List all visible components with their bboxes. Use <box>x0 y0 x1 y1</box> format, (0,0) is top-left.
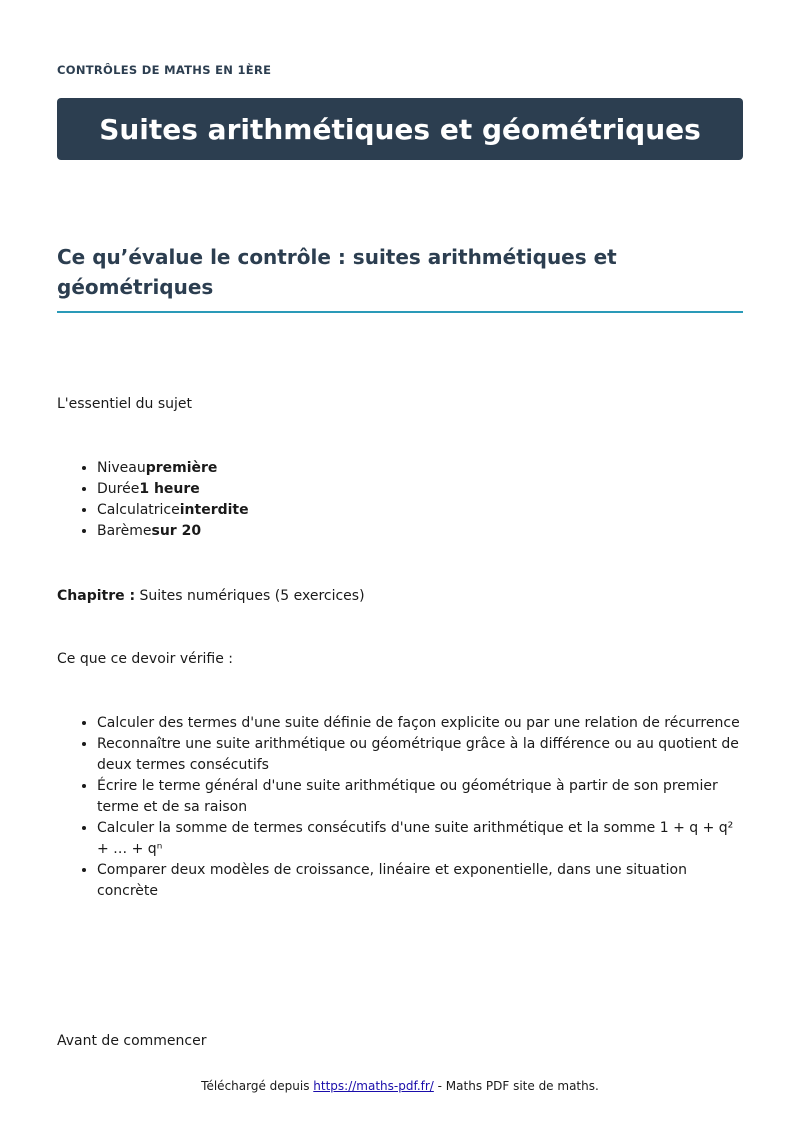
list-item <box>97 458 743 479</box>
verifie-list <box>57 713 743 902</box>
verifie-intro: Ce que ce devoir vérifie : <box>57 651 234 667</box>
series-label: CONTRÔLES DE MATHS EN 1ÈRE <box>57 63 272 77</box>
footer-prefix: Téléchargé depuis <box>201 1079 314 1093</box>
list-item <box>97 521 743 542</box>
footer <box>0 1079 800 1093</box>
essentiel-intro: L'essentiel du sujet <box>57 396 193 412</box>
title-banner <box>57 98 743 160</box>
footer-suffix: - Maths PDF site de maths. <box>433 1079 599 1093</box>
item-value: première <box>145 460 218 476</box>
item-value: sur 20 <box>151 523 202 539</box>
item-value: 1 heure <box>139 481 200 497</box>
chapitre-label: Chapitre : <box>57 588 136 604</box>
section-heading: Ce qu’évalue le contrôle : suites arithmétiques et géométriques <box>57 242 743 313</box>
item-label: Durée <box>97 481 140 497</box>
essentiel-list <box>57 458 743 542</box>
chapitre-value: Suites numériques (5 exercices) <box>135 588 365 604</box>
item-value: interdite <box>179 502 249 518</box>
list-item <box>97 500 743 521</box>
list-item: • Comparer deux modèles de croissance, linéaire et exponentielle, dans une situation concrète <box>97 860 743 902</box>
item-label: Calculatrice <box>97 502 180 518</box>
list-item: • Calculer des termes d'une suite définie de façon explicite ou par une relation de récurrence <box>97 713 743 734</box>
item-label: Barème <box>97 523 152 539</box>
page-title: Suites arithmétiques et géométriques <box>99 112 701 146</box>
avant-text: Avant de commencer <box>57 1033 207 1049</box>
chapitre-line <box>57 586 365 607</box>
list-item: • Écrire le terme général d'une suite arithmétique ou géométrique à partir de son premier terme et de sa raison <box>97 776 743 818</box>
list-item: • Reconnaître une suite arithmétique ou géométrique grâce à la différence ou au quotient de deux termes consécutifs <box>97 734 743 776</box>
item-label: Niveau <box>97 460 146 476</box>
list-item <box>97 479 743 500</box>
list-item: • Calculer la somme de termes consécutifs d'une suite arithmétique et la somme 1 + q + q² + … + qⁿ <box>97 818 743 860</box>
footer-link[interactable]: https://maths-pdf.fr/ <box>313 1079 434 1093</box>
